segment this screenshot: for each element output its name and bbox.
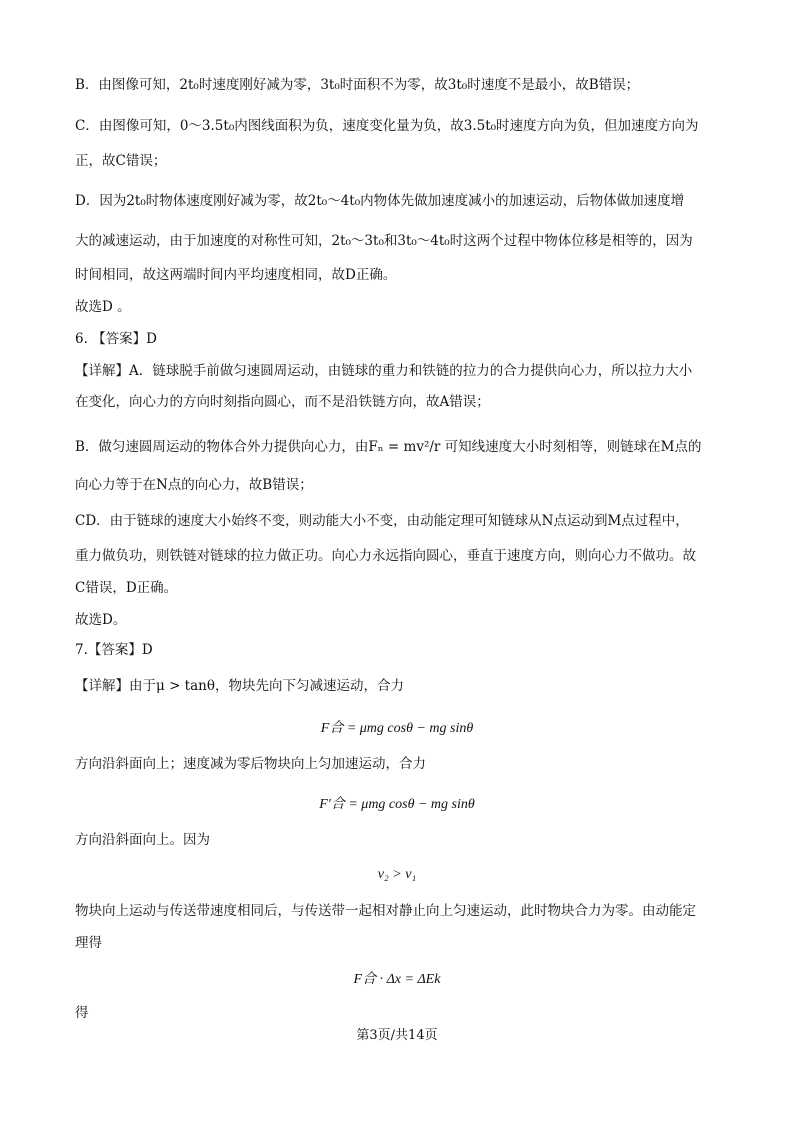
equation: v₂ > v₁ bbox=[377, 867, 417, 882]
text-line: 故选D 。 bbox=[75, 299, 131, 315]
text-line: 【详解】由于μ > tanθ，物块先向下匀减速运动，合力 bbox=[75, 678, 404, 694]
text-line: B．由图像可知，2t₀时速度刚好减为零，3t₀时面积不为零，故3t₀时速度不是最小，故B错误； bbox=[75, 77, 640, 93]
text-line: 在变化，向心力的方向时刻指向圆心，而不是沿铁链方向，故A错误； bbox=[75, 394, 490, 410]
text-line: 【详解】A．链球脱手前做匀速圆周运动，由链球的重力和铁链的拉力的合力提供向心力，所以拉力大小 bbox=[75, 363, 693, 379]
text-line: 方向沿斜面向上；速度减为零后物块向上匀加速运动，合力 bbox=[75, 756, 426, 772]
equation: F合 · Δx = ΔEk bbox=[353, 972, 441, 987]
equation: F′合 = μmg cosθ − mg sinθ bbox=[319, 797, 475, 812]
text-line: C错误，D正确。 bbox=[75, 580, 178, 596]
answer-heading: 6. 【答案】D bbox=[75, 331, 157, 347]
text-line: 物块向上运动与传送带速度相同后，与传送带一起相对静止向上匀速运动，此时物块合力为零。由动能定 bbox=[75, 903, 696, 919]
text-line: 得 bbox=[75, 1005, 89, 1021]
text-line: 理得 bbox=[75, 935, 102, 951]
text-line: 大的减速运动，由于加速度的对称性可知，2t₀～3t₀和3t₀～4t₀时这两个过程中物体位移是相等的，因为 bbox=[75, 233, 693, 249]
answer-heading: 7.【答案】D bbox=[75, 642, 153, 658]
text-line: D．因为2t₀时物体速度刚好减为零，故2t₀～4t₀内物体先做加速度减小的加速运动，后物体做加速度增 bbox=[75, 193, 685, 209]
text-line: 故选D。 bbox=[75, 612, 127, 628]
text-line: 向心力等于在N点的向心力，故B错误； bbox=[75, 477, 313, 493]
text-line: 方向沿斜面向上。因为 bbox=[75, 832, 210, 848]
text-line: CD．由于链球的速度大小始终不变，则动能大小不变，由动能定理可知链球从N点运动到M点过程中， bbox=[75, 513, 689, 529]
equation: F合 = μmg cosθ − mg sinθ bbox=[320, 721, 474, 736]
page-number: 第3页/共14页 bbox=[356, 1028, 438, 1043]
text-line: B．做匀速圆周运动的物体合外力提供向心力，由Fₙ = mv²/r 可知线速度大小时刻相等，则链球在M点的 bbox=[75, 439, 702, 455]
text-line: 重力做负功，则铁链对链球的拉力做正功。向心力永远指向圆心，垂直于速度方向，则向心力不做功。故 bbox=[75, 548, 696, 564]
text-line: 正，故C错误； bbox=[75, 153, 167, 169]
text-line: 时间相同，故这两端时间内平均速度相同，故D正确。 bbox=[75, 267, 397, 283]
text-line: C．由图像可知，0～3.5t₀内图线面积为负，速度变化量为负，故3.5t₀时速度方向为负，但加速度方向为 bbox=[75, 118, 699, 134]
